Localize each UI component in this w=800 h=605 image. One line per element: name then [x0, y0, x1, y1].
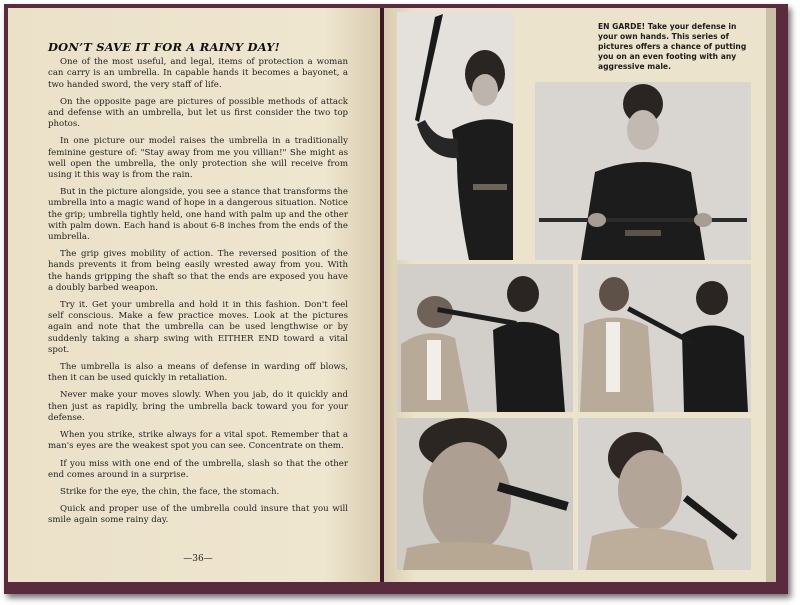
page-edge: [766, 8, 776, 582]
paragraph: Try it. Get your umbrella and hold it in this fashion. Don't feel self conscious. Make a few practice moves. Look at the pictures again and note that the umbrella can be used lengthwise or by suddenly taking a sharp swing with EITHER END toward a vital spot.: [48, 300, 348, 355]
paragraph: But in the picture alongside, you see a stance that transforms the umbrella into a magic wand of hope in a dangerous situation. Notice the grip; umbrella tightly held, one hand with palm up and the other with palm down. Each hand is about 6-8 inches from the ends of the umbrella.: [48, 187, 348, 243]
paragraph: In one picture our model raises the umbrella in a traditionally feminine gesture of: "Stay away from me you villian!" She might as well open the umbrella, the only protection she will receive from using it this way is from the rain.: [48, 136, 348, 181]
photo-closeup-neck: [578, 418, 751, 570]
article-title: DON’T SAVE IT FOR A RAINY DAY!: [48, 40, 280, 54]
photo-jab-to-eye: [397, 264, 573, 412]
paragraph: The umbrella is also a means of defense in warding off blows, then it can be used quickly in retaliation.: [48, 362, 348, 384]
photo-umbrella-horizontal: [535, 82, 751, 260]
article-text: [48, 42, 348, 533]
page-number: —36—: [183, 554, 213, 564]
paragraph: When you strike, strike always for a vital spot. Remember that a man's eyes are the weakest spot you can see. Concentrate on them.: [48, 430, 348, 452]
photo-umbrella-raised: [397, 12, 513, 260]
umbrella-raised-illustration: [397, 12, 513, 260]
left-page: [8, 8, 380, 582]
paragraph: The grip gives mobility of action. The reversed position of the hands prevents it from being easily wrested away from you. With the hands gripping the shaft so that the ends are exposed you have a doubly barbed weapon.: [48, 249, 348, 293]
paragraph: On the opposite page are pictures of possible methods of attack and defense with an umbrella, but let us first consider the two top photos.: [48, 96, 348, 130]
photo-closeup-eye: [397, 418, 573, 570]
paragraph: If you miss with one end of the umbrella, slash so that the other end comes around in a surprise.: [48, 458, 348, 480]
paragraph: One of the most useful, and legal, items of protection a woman can carry is an umbrella. In capable hands it becomes a bayonet, a two handed sword, the very staff of life.: [48, 57, 348, 90]
closeup-eye-illustration: [397, 418, 573, 570]
photo-strike-chin: [578, 264, 751, 412]
paragraph: Strike for the eye, the chin, the face, the stomach.: [60, 486, 280, 497]
jab-to-eye-illustration: [397, 264, 573, 412]
umbrella-horizontal-illustration: [535, 82, 751, 260]
paragraph: Never make your moves slowly. When you jab, do it quickly and then just as rapidly, bring the umbrella back toward you for your defense.: [48, 390, 348, 423]
photo-caption: EN GARDE! Take your defense in your own hands. This series of pictures offers a chance of putting you on an even footing with any aggressive male.: [598, 22, 747, 71]
strike-chin-illustration: [578, 264, 751, 412]
paragraph: Quick and proper use of the umbrella could insure that you will smile again some rainy day.: [48, 504, 348, 526]
closeup-neck-illustration: [578, 418, 751, 570]
